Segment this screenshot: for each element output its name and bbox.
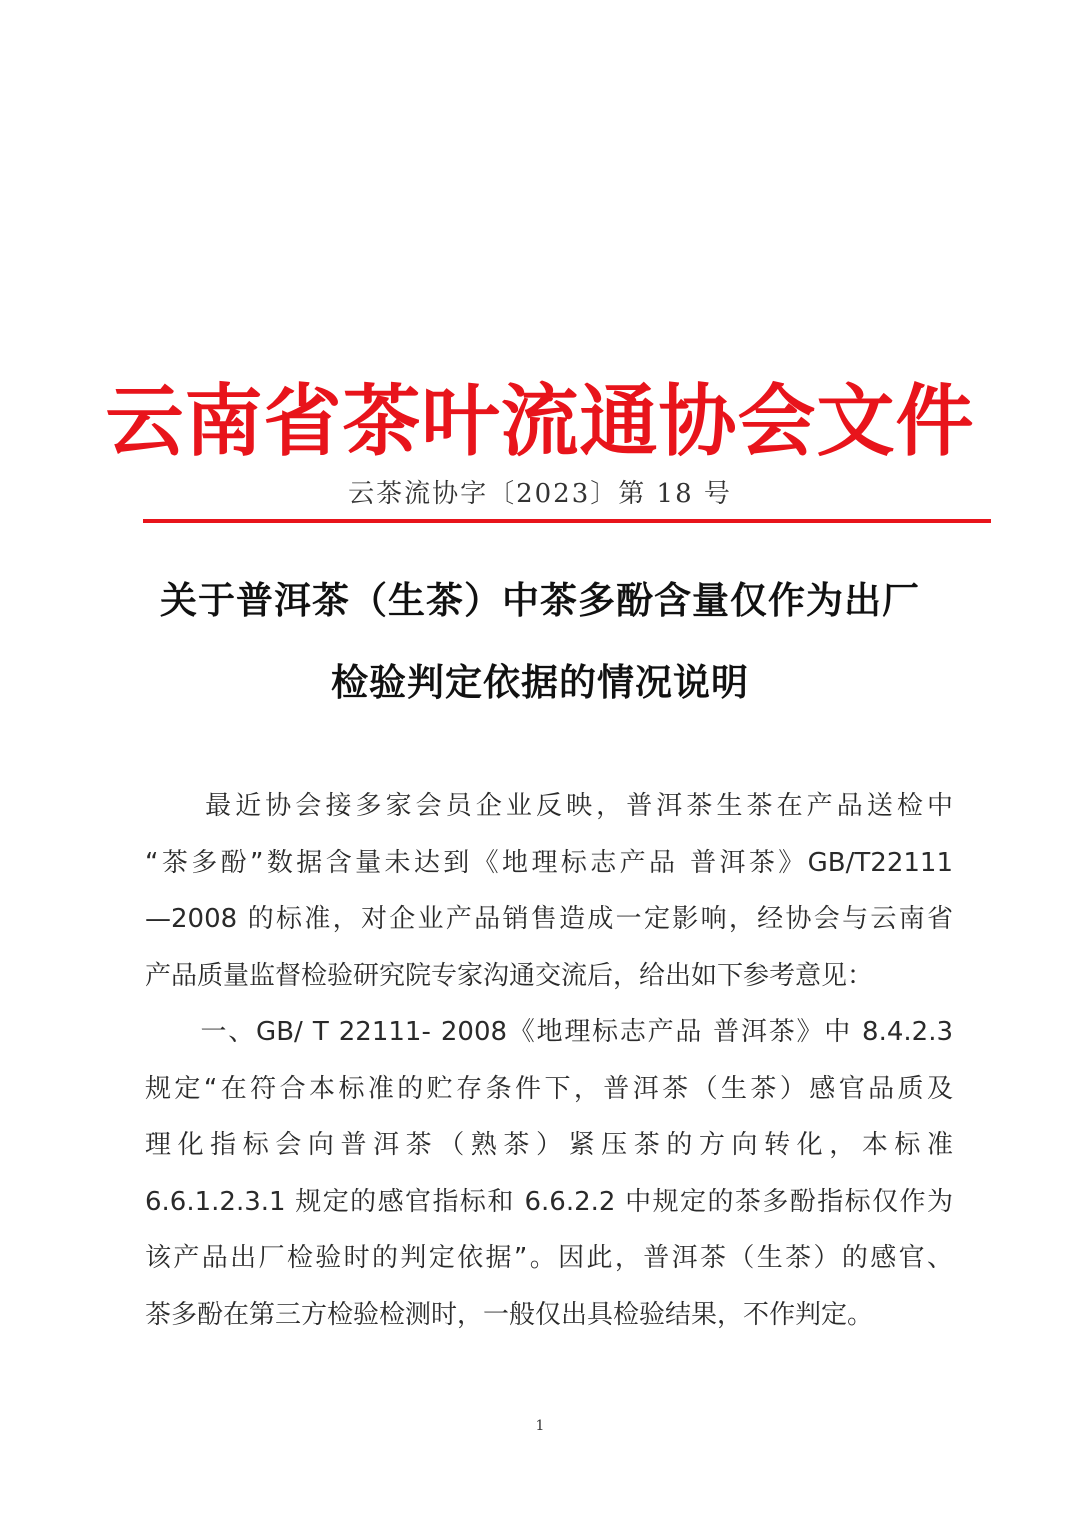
text-line: 最近协会接多家会员企业反映，普洱茶生茶在产品送检中 xyxy=(145,791,953,821)
subject-title-line-1: 关于普洱茶（生茶）中茶多酚含量仅作为出厂 xyxy=(160,578,920,622)
red-divider xyxy=(143,519,991,523)
text-line: 产品质量监督检验研究院专家沟通交流后，给出如下参考意见： xyxy=(145,960,874,991)
text-line: “茶多酚”数据含量未达到《地理标志产品 普洱茶》GB/T22111 xyxy=(145,847,953,878)
subject-title-line-2: 检验判定依据的情况说明 xyxy=(331,660,749,704)
text-line: 一、GB/ T 22111- 2008《地理标志产品 普洱茶》中 8.4.2.3 xyxy=(145,1017,953,1047)
text-line: —2008 的标准，对企业产品销售造成一定影响，经协会与云南省 xyxy=(145,904,953,935)
text-line: 规定“在符合本标准的贮存条件下，普洱茶（生茶）感官品质及 xyxy=(145,1073,953,1104)
paragraph-1 xyxy=(145,778,953,1004)
page-number: 1 xyxy=(535,1418,545,1434)
doc-number: 云茶流协字〔2023〕第 18 号 xyxy=(348,479,732,509)
text-line: 理化指标会向普洱茶（熟茶）紧压茶的方向转化，本标准 xyxy=(145,1130,953,1161)
org-title: 云南省茶叶流通协会文件 xyxy=(105,376,975,467)
text-line: 6.6.1.2.3.1 规定的感官指标和 6.6.2.2 中规定的茶多酚指标仅作为 xyxy=(145,1186,953,1217)
text-line: 该产品出厂检验时的判定依据”。因此，普洱茶（生茶）的感官、 xyxy=(145,1243,953,1274)
paragraph-2 xyxy=(145,1004,953,1344)
text-line: 茶多酚在第三方检验检测时，一般仅出具检验结果，不作判定。 xyxy=(145,1299,874,1330)
